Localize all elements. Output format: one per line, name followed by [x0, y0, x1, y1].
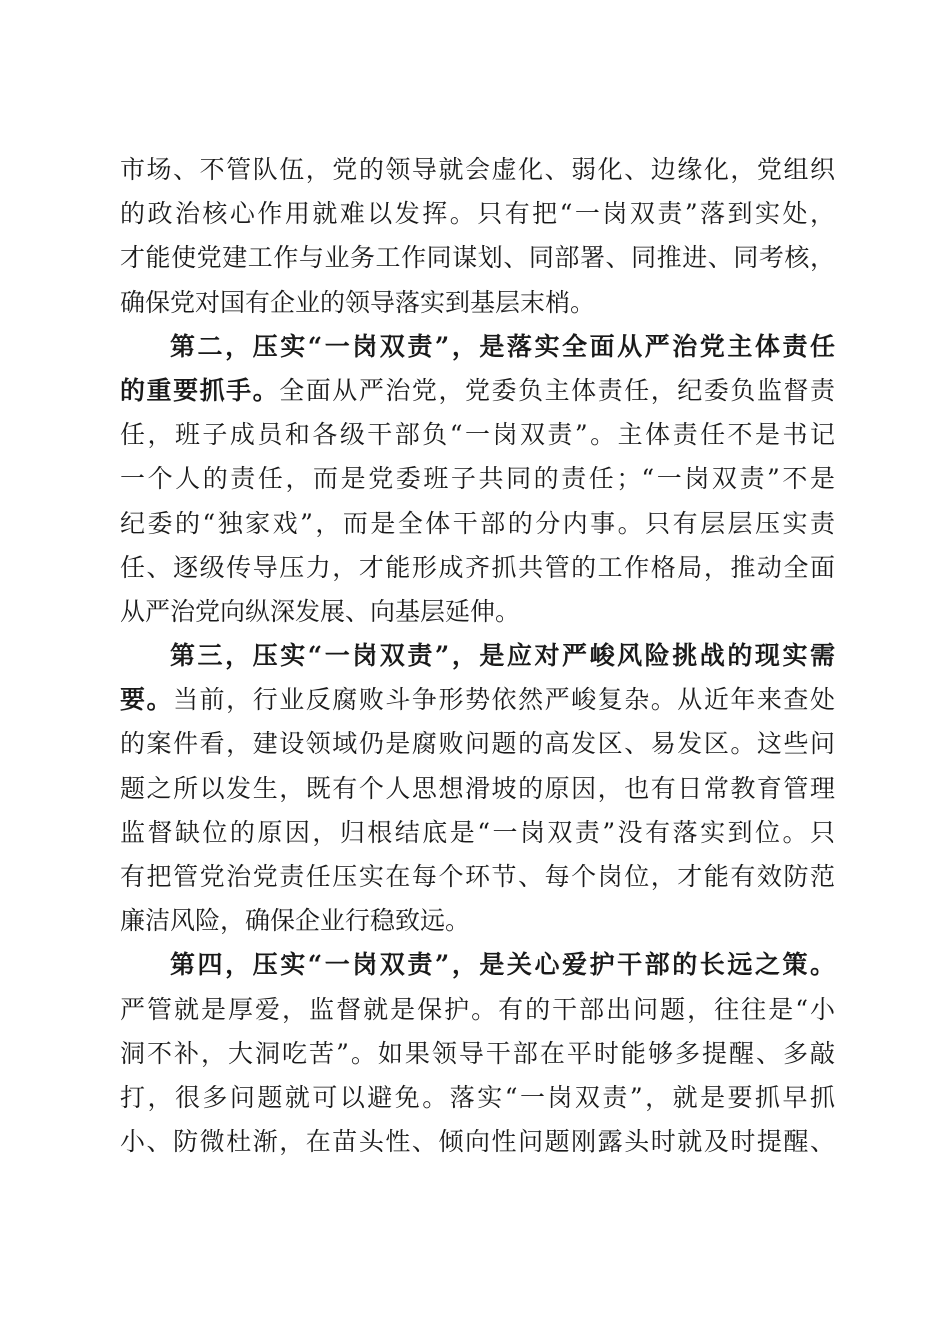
- text-line: [120, 678, 835, 722]
- paragraph-heading-end: 要。: [120, 685, 174, 715]
- text-line: 题之所以发生，既有个人思想滑坡的原因，也有日常教育管理: [120, 773, 835, 803]
- text-line: 市场、不管队伍，党的领导就会虚化、弱化、边缘化，党组织: [120, 155, 835, 184]
- text-line: 严管就是厚爱，监督就是保护。有的干部出问题，往往是“小: [120, 994, 835, 1024]
- text-line: 任，班子成员和各级干部负“一岗双责”。主体责任不是书记: [120, 420, 835, 450]
- text-line: [120, 369, 835, 413]
- text-line: 纪委的“独家戏”，而是全体干部的分内事。只有层层压实责: [120, 508, 835, 538]
- text-line: 廉洁风险，确保企业行稳致远。: [120, 906, 471, 936]
- text-line: 一个人的责任，而是党委班子共同的责任；“一岗双责”不是: [120, 464, 835, 494]
- text-line: 才能使党建工作与业务工作同谋划、同部署、同推进、同考核，: [120, 243, 835, 273]
- paragraph-4: [120, 943, 835, 1164]
- text-line: 监督缺位的原因，归根结底是“一岗双责”没有落实到位。只: [120, 817, 835, 847]
- text-line: 小、防微杜渐，在苗头性、倾向性问题刚露头时就及时提醒、: [120, 1127, 835, 1157]
- paragraph-heading: 第二，压实“一岗双责”，是落实全面从严治党主体责任: [170, 331, 835, 361]
- text-line: 的政治核心作用就难以发挥。只有把“一岗双责”落到实处，: [120, 199, 835, 229]
- text-line: 确保党对国有企业的领导落实到基层末梢。: [120, 287, 596, 317]
- text-line: 洞不补，大洞吃苦”。如果领导干部在平时能够多提醒、多敲: [120, 1038, 835, 1068]
- text-span: 全面从严治党，党委负主体责任，纪委负监督责: [279, 375, 835, 405]
- paragraph-2: [120, 325, 835, 634]
- text-line: 打，很多问题就可以避免。落实“一岗双责”，就是要抓早抓: [120, 1082, 835, 1112]
- paragraph-3: [120, 634, 835, 943]
- text-line: 从严治党向纵深发展、向基层延伸。: [120, 596, 521, 626]
- text-span: 当前，行业反腐败斗争形势依然严峻复杂。从近年来查处: [173, 685, 835, 715]
- paragraph-heading: 第三，压实“一岗双责”，是应对严峻风险挑战的现实需: [170, 641, 835, 671]
- paragraph-heading-end: 的重要抓手。: [120, 375, 280, 405]
- text-line: 有把管党治党责任压实在每个环节、每个岗位，才能有效防范: [120, 862, 835, 891]
- paragraph-1: [120, 148, 835, 325]
- document-page: [120, 148, 835, 1164]
- text-line: 任、逐级传导压力，才能形成齐抓共管的工作格局，推动全面: [120, 552, 835, 582]
- paragraph-heading: 第四，压实“一岗双责”，是关心爱护干部的长远之策。: [170, 950, 835, 980]
- text-line: 的案件看，建设领域仍是腐败问题的高发区、易发区。这些问: [120, 729, 835, 759]
